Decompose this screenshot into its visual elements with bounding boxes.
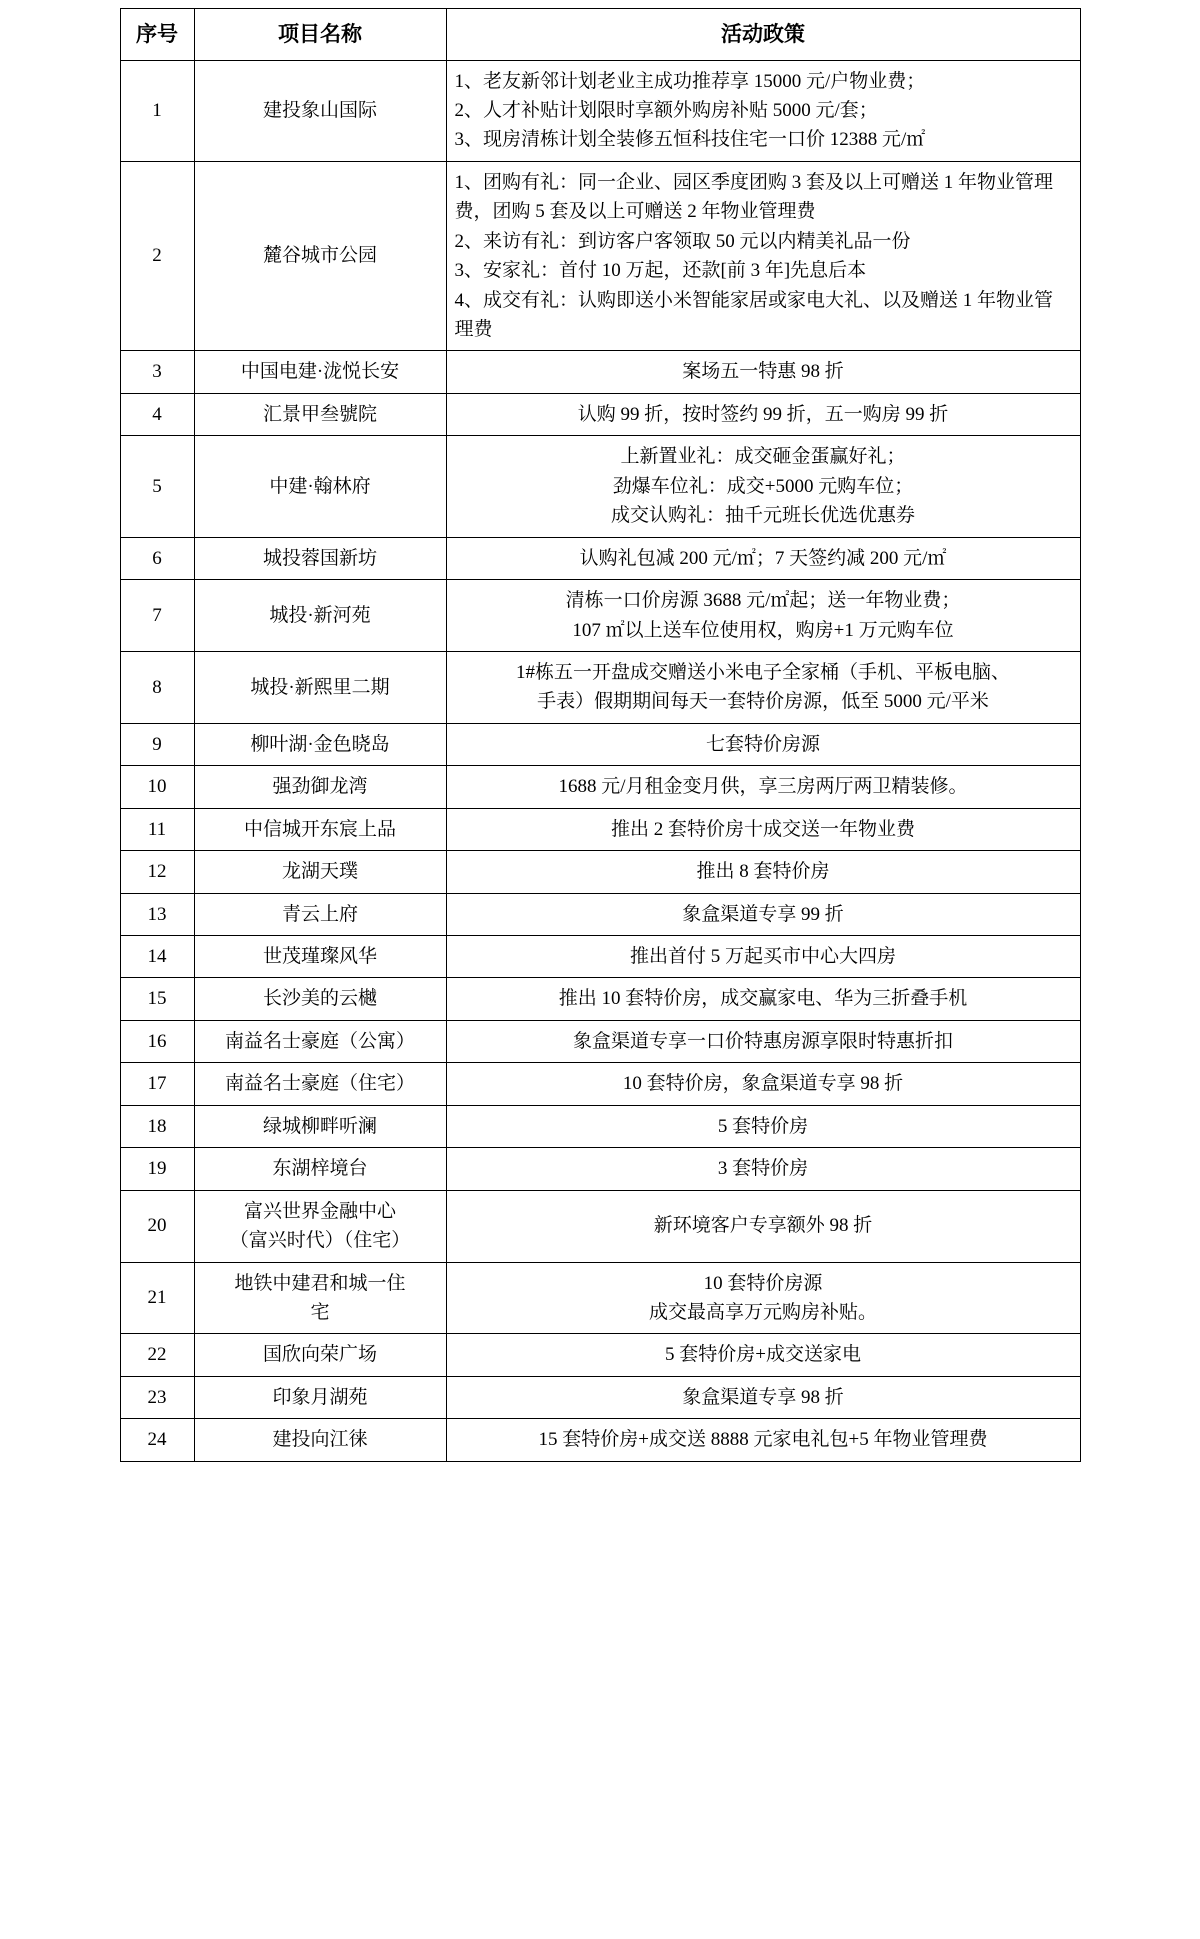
cell-project-name: 东湖梓境台 bbox=[194, 1148, 446, 1190]
cell-project-name: 城投蓉国新坊 bbox=[194, 537, 446, 579]
cell-project-name: 建投象山国际 bbox=[194, 60, 446, 161]
policy-line: 象盒渠道专享一口价特惠房源享限时特惠折扣 bbox=[572, 1030, 953, 1052]
policy-line: 1#栋五一开盘成交赠送小米电子全家桶（手机、平板电脑、 bbox=[515, 661, 1010, 683]
cell-sequence-number: 3 bbox=[120, 351, 194, 393]
policy-line: 推出 2 套特价房十成交送一年物业费 bbox=[610, 818, 915, 840]
policy-line: 3、现房清栋计划全装修五恒科技住宅一口价 12388 元/㎡ bbox=[454, 129, 926, 151]
cell-activity-policy bbox=[446, 161, 1080, 351]
cell-sequence-number: 6 bbox=[120, 537, 194, 579]
project-name-line: 地铁中建君和城一住 bbox=[234, 1272, 406, 1294]
policy-line: 新环境客户专享额外 98 折 bbox=[653, 1215, 873, 1237]
table-body bbox=[120, 60, 1080, 1461]
table-row bbox=[120, 580, 1080, 652]
cell-project-name: 汇景甲叁號院 bbox=[194, 393, 446, 435]
policy-line: 象盒渠道专享 99 折 bbox=[682, 903, 844, 925]
cell-activity-policy bbox=[446, 393, 1080, 435]
cell-activity-policy bbox=[446, 1105, 1080, 1147]
project-name-line: 宅 bbox=[310, 1301, 330, 1323]
cell-activity-policy bbox=[446, 893, 1080, 935]
table-row bbox=[120, 393, 1080, 435]
table-row bbox=[120, 808, 1080, 850]
table-row bbox=[120, 1334, 1080, 1376]
cell-sequence-number: 22 bbox=[120, 1334, 194, 1376]
cell-project-name: 世茂瑾璨风华 bbox=[194, 936, 446, 978]
column-header-name: 项目名称 bbox=[194, 9, 446, 61]
cell-project-name bbox=[194, 1262, 446, 1334]
column-header-no: 序号 bbox=[120, 9, 194, 61]
cell-activity-policy bbox=[446, 978, 1080, 1020]
cell-activity-policy bbox=[446, 936, 1080, 978]
cell-sequence-number: 24 bbox=[120, 1419, 194, 1461]
table-row bbox=[120, 978, 1080, 1020]
policy-line: 3 套特价房 bbox=[717, 1158, 809, 1180]
cell-project-name: 长沙美的云樾 bbox=[194, 978, 446, 1020]
cell-project-name: 建投向江徕 bbox=[194, 1419, 446, 1461]
cell-project-name: 中建·翰林府 bbox=[194, 436, 446, 537]
policy-line: 15 套特价房+成交送 8888 元家电礼包+5 年物业管理费 bbox=[538, 1429, 988, 1451]
table-row bbox=[120, 1262, 1080, 1334]
table-row bbox=[120, 851, 1080, 893]
cell-project-name: 龙湖天璞 bbox=[194, 851, 446, 893]
cell-activity-policy bbox=[446, 1063, 1080, 1105]
cell-sequence-number: 1 bbox=[120, 60, 194, 161]
policy-line: 认购 99 折，按时签约 99 折，五一购房 99 折 bbox=[577, 403, 949, 425]
table-row bbox=[120, 723, 1080, 765]
cell-activity-policy bbox=[446, 1334, 1080, 1376]
policy-line: 认购礼包减 200 元/㎡；7 天签约减 200 元/㎡ bbox=[579, 547, 947, 569]
table-row bbox=[120, 1419, 1080, 1461]
cell-project-name: 城投·新河苑 bbox=[194, 580, 446, 652]
policy-line: 4、成交有礼：认购即送小米智能家居或家电大礼、以及赠送 1 年物业管理费 bbox=[454, 289, 1054, 341]
cell-activity-policy bbox=[446, 1419, 1080, 1461]
activity-policy-table bbox=[120, 8, 1081, 1462]
cell-activity-policy bbox=[446, 651, 1080, 723]
cell-sequence-number: 4 bbox=[120, 393, 194, 435]
table-header-row bbox=[120, 9, 1080, 61]
cell-project-name: 城投·新熙里二期 bbox=[194, 651, 446, 723]
policy-line: 10 套特价房源 bbox=[703, 1272, 823, 1294]
cell-activity-policy bbox=[446, 351, 1080, 393]
cell-project-name: 柳叶湖·金色晓岛 bbox=[194, 723, 446, 765]
cell-project-name: 中国电建·泷悦长安 bbox=[194, 351, 446, 393]
table-row bbox=[120, 1190, 1080, 1262]
policy-line: 劲爆车位礼：成交+5000 元购车位； bbox=[612, 475, 914, 497]
cell-activity-policy bbox=[446, 808, 1080, 850]
cell-project-name: 南益名士豪庭（公寓） bbox=[194, 1020, 446, 1062]
cell-project-name: 强劲御龙湾 bbox=[194, 766, 446, 808]
cell-activity-policy bbox=[446, 1376, 1080, 1418]
table-row bbox=[120, 766, 1080, 808]
cell-sequence-number: 7 bbox=[120, 580, 194, 652]
policy-line: 推出首付 5 万起买市中心大四房 bbox=[629, 946, 896, 968]
table-header bbox=[120, 9, 1080, 61]
table-row bbox=[120, 161, 1080, 351]
cell-sequence-number: 13 bbox=[120, 893, 194, 935]
cell-activity-policy bbox=[446, 1262, 1080, 1334]
policy-line: 上新置业礼：成交砸金蛋赢好礼； bbox=[620, 446, 906, 468]
cell-sequence-number: 10 bbox=[120, 766, 194, 808]
table-row bbox=[120, 1020, 1080, 1062]
cell-sequence-number: 2 bbox=[120, 161, 194, 351]
cell-activity-policy bbox=[446, 436, 1080, 537]
cell-activity-policy bbox=[446, 60, 1080, 161]
table-row bbox=[120, 893, 1080, 935]
policy-line: 成交最高享万元购房补贴。 bbox=[648, 1301, 877, 1323]
cell-project-name: 南益名士豪庭（住宅） bbox=[194, 1063, 446, 1105]
table-row bbox=[120, 1105, 1080, 1147]
table-row bbox=[120, 936, 1080, 978]
table-row bbox=[120, 436, 1080, 537]
project-name-line: 富兴世界金融中心 bbox=[243, 1200, 396, 1222]
cell-sequence-number: 16 bbox=[120, 1020, 194, 1062]
cell-project-name: 中信城开东宸上品 bbox=[194, 808, 446, 850]
cell-sequence-number: 9 bbox=[120, 723, 194, 765]
cell-activity-policy bbox=[446, 1148, 1080, 1190]
cell-project-name: 绿城柳畔听澜 bbox=[194, 1105, 446, 1147]
table-row bbox=[120, 1376, 1080, 1418]
policy-line: 案场五一特惠 98 折 bbox=[682, 361, 844, 383]
table-row bbox=[120, 651, 1080, 723]
cell-sequence-number: 18 bbox=[120, 1105, 194, 1147]
cell-activity-policy bbox=[446, 723, 1080, 765]
cell-project-name bbox=[194, 1190, 446, 1262]
table-row bbox=[120, 351, 1080, 393]
policy-line: 成交认购礼：抽千元班长优选优惠券 bbox=[610, 505, 915, 527]
cell-sequence-number: 11 bbox=[120, 808, 194, 850]
project-name-line: （富兴时代）（住宅） bbox=[229, 1230, 411, 1252]
column-header-policy: 活动政策 bbox=[446, 9, 1080, 61]
policy-line: 1、团购有礼：同一企业、园区季度团购 3 套及以上可赠送 1 年物业管理费，团购 5 套及以上可赠送 2 年物业管理费 bbox=[454, 171, 1054, 223]
policy-line: 1、老友新邻计划老业主成功推荐享 15000 元/户物业费； bbox=[454, 70, 926, 92]
policy-line: 推出 8 套特价房 bbox=[696, 861, 830, 883]
cell-sequence-number: 23 bbox=[120, 1376, 194, 1418]
cell-project-name: 青云上府 bbox=[194, 893, 446, 935]
policy-line: 推出 10 套特价房，成交赢家电、华为三折叠手机 bbox=[558, 988, 968, 1010]
table-row bbox=[120, 1148, 1080, 1190]
policy-line: 107 ㎡以上送车位使用权，购房+1 万元购车位 bbox=[572, 619, 954, 641]
policy-line: 手表）假期期间每天一套特价房源，低至 5000 元/平米 bbox=[537, 691, 989, 713]
cell-activity-policy bbox=[446, 1190, 1080, 1262]
cell-project-name: 印象月湖苑 bbox=[194, 1376, 446, 1418]
policy-line: 1688 元/月租金变月供，享三房两厅两卫精装修。 bbox=[558, 776, 968, 798]
cell-sequence-number: 12 bbox=[120, 851, 194, 893]
cell-activity-policy bbox=[446, 851, 1080, 893]
cell-sequence-number: 21 bbox=[120, 1262, 194, 1334]
policy-line: 3、安家礼：首付 10 万起，还款[前 3 年]先息后本 bbox=[454, 260, 867, 282]
policy-line: 5 套特价房+成交送家电 bbox=[665, 1344, 861, 1366]
policy-line: 5 套特价房 bbox=[717, 1115, 809, 1137]
policy-line: 2、来访有礼：到访客户客领取 50 元以内精美礼品一份 bbox=[454, 230, 911, 252]
policy-line: 10 套特价房，象盒渠道专享 98 折 bbox=[622, 1073, 904, 1095]
cell-sequence-number: 17 bbox=[120, 1063, 194, 1105]
table-row bbox=[120, 1063, 1080, 1105]
cell-sequence-number: 19 bbox=[120, 1148, 194, 1190]
policy-line: 七套特价房源 bbox=[705, 733, 820, 755]
policy-line: 象盒渠道专享 98 折 bbox=[682, 1386, 844, 1408]
table-row bbox=[120, 60, 1080, 161]
cell-activity-policy bbox=[446, 766, 1080, 808]
cell-project-name: 麓谷城市公园 bbox=[194, 161, 446, 351]
cell-project-name: 国欣向荣广场 bbox=[194, 1334, 446, 1376]
cell-sequence-number: 8 bbox=[120, 651, 194, 723]
cell-activity-policy bbox=[446, 1020, 1080, 1062]
policy-line: 清栋一口价房源 3688 元/㎡起；送一年物业费； bbox=[565, 590, 961, 612]
cell-sequence-number: 5 bbox=[120, 436, 194, 537]
cell-sequence-number: 14 bbox=[120, 936, 194, 978]
cell-activity-policy bbox=[446, 537, 1080, 579]
cell-sequence-number: 20 bbox=[120, 1190, 194, 1262]
table-row bbox=[120, 537, 1080, 579]
cell-activity-policy bbox=[446, 580, 1080, 652]
policy-line: 2、人才补贴计划限时享额外购房补贴 5000 元/套； bbox=[454, 99, 878, 121]
cell-sequence-number: 15 bbox=[120, 978, 194, 1020]
